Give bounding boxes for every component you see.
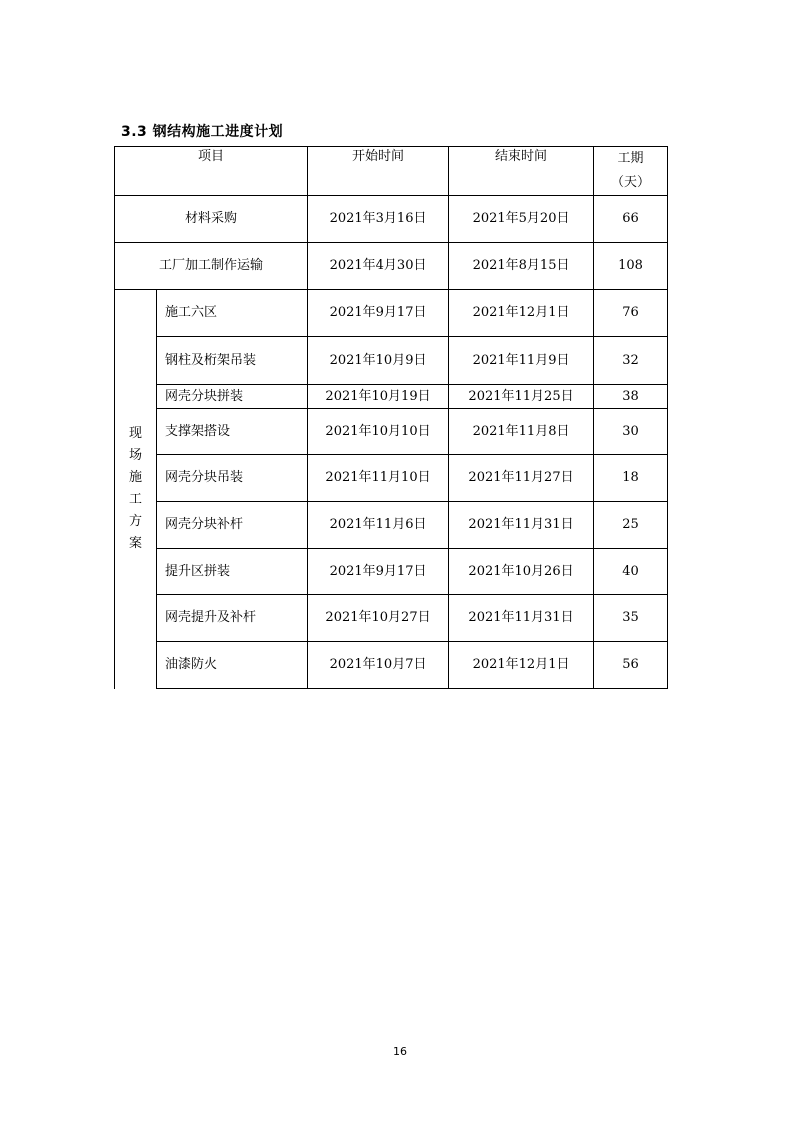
cell-days: 108: [594, 243, 668, 290]
cell-start: 2021年10月27日: [308, 595, 449, 642]
group-label: 现场施工方案: [128, 426, 142, 552]
cell-item: 网壳分块拼装: [157, 385, 308, 409]
page-number: 16: [393, 1045, 407, 1058]
table-row: [115, 385, 668, 409]
cell-days: 35: [594, 595, 668, 642]
cell-end: 2021年11月31日: [449, 595, 594, 642]
cell-item: 网壳提升及补杆: [157, 595, 308, 642]
cell-days: 66: [594, 196, 668, 243]
cell-days: 30: [594, 409, 668, 455]
cell-end: 2021年8月15日: [449, 243, 594, 290]
cell-item: 支撑架搭设: [157, 409, 308, 455]
cell-end: 2021年12月1日: [449, 290, 594, 337]
cell-start: 2021年10月7日: [308, 642, 449, 689]
cell-start: 2021年10月19日: [308, 385, 449, 409]
cell-start: 2021年10月9日: [308, 337, 449, 385]
cell-item: 钢柱及桁架吊装: [157, 337, 308, 385]
cell-end: 2021年10月26日: [449, 549, 594, 595]
cell-item: 施工六区: [157, 290, 308, 337]
header-days: [594, 147, 668, 196]
cell-days: 40: [594, 549, 668, 595]
cell-start: 2021年9月17日: [308, 290, 449, 337]
cell-start: 2021年11月6日: [308, 502, 449, 549]
cell-item: 网壳分块吊装: [157, 455, 308, 502]
section-heading: 3.3 钢结构施工进度计划: [121, 124, 284, 140]
table-row: [115, 549, 668, 595]
cell-end: 2021年11月31日: [449, 502, 594, 549]
table-row: [115, 290, 668, 337]
header-row: [115, 147, 668, 196]
cell-start: 2021年11月10日: [308, 455, 449, 502]
header-days-unit: （天）: [611, 175, 651, 190]
table-row: [115, 337, 668, 385]
cell-end: 2021年11月9日: [449, 337, 594, 385]
table-row: [115, 595, 668, 642]
group-label-cell: [115, 290, 157, 689]
table-row: [115, 642, 668, 689]
header-start: 开始时间: [308, 147, 449, 196]
cell-days: 18: [594, 455, 668, 502]
cell-start: 2021年9月17日: [308, 549, 449, 595]
cell-start: 2021年4月30日: [308, 243, 449, 290]
cell-item: 材料采购: [115, 196, 308, 243]
cell-days: 32: [594, 337, 668, 385]
schedule-table: [114, 146, 668, 689]
cell-item: 工厂加工制作运输: [115, 243, 308, 290]
cell-end: 2021年11月27日: [449, 455, 594, 502]
cell-start: 2021年10月10日: [308, 409, 449, 455]
cell-end: 2021年12月1日: [449, 642, 594, 689]
cell-end: 2021年11月25日: [449, 385, 594, 409]
table-row: [115, 502, 668, 549]
cell-item: 网壳分块补杆: [157, 502, 308, 549]
header-item: 项目: [115, 147, 308, 196]
table-row: [115, 196, 668, 243]
cell-days: 76: [594, 290, 668, 337]
table-row: [115, 455, 668, 502]
cell-item: 提升区拼装: [157, 549, 308, 595]
cell-end: 2021年5月20日: [449, 196, 594, 243]
cell-start: 2021年3月16日: [308, 196, 449, 243]
cell-days: 56: [594, 642, 668, 689]
cell-item: 油漆防火: [157, 642, 308, 689]
cell-days: 25: [594, 502, 668, 549]
header-end: 结束时间: [449, 147, 594, 196]
header-days-label: 工期: [617, 151, 644, 166]
cell-end: 2021年11月8日: [449, 409, 594, 455]
table-row: [115, 409, 668, 455]
cell-days: 38: [594, 385, 668, 409]
table-row: [115, 243, 668, 290]
